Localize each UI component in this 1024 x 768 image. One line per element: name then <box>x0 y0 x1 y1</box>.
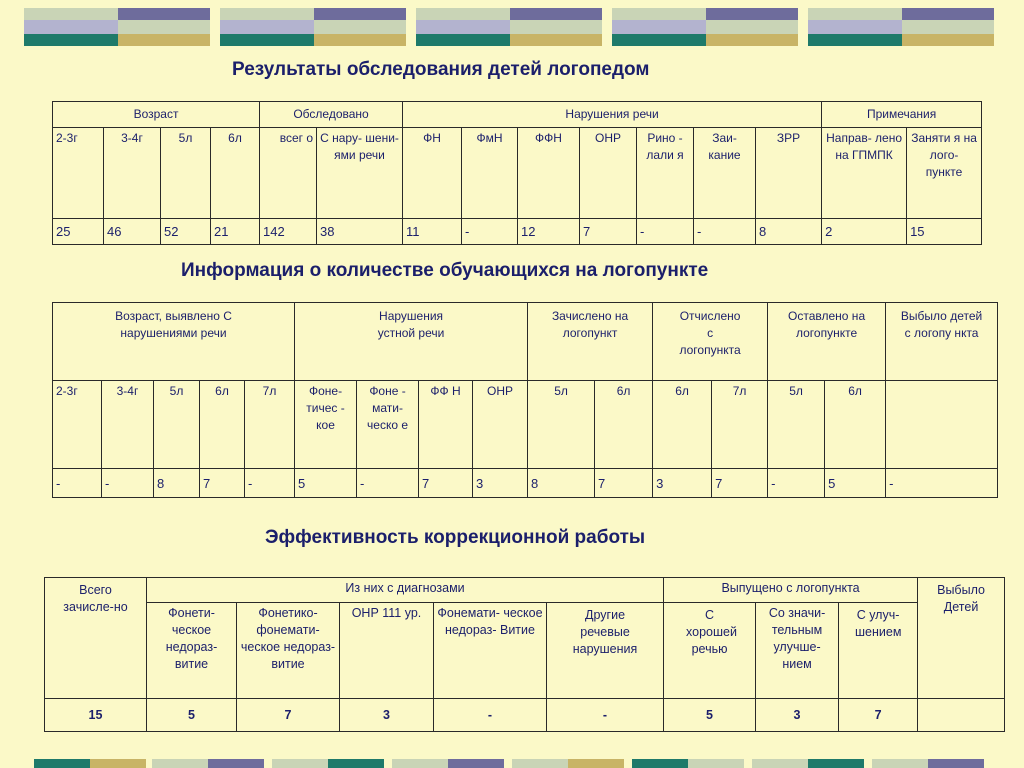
table-cell: - <box>357 469 419 498</box>
column-header: ФмН <box>462 128 518 219</box>
table-cell: 7 <box>237 699 340 732</box>
column-header: Другие речевые нарушения <box>547 603 664 699</box>
table-cell: 3 <box>756 699 839 732</box>
group-header: Всего зачисле-но <box>45 578 147 699</box>
decorative-segment <box>688 759 744 768</box>
column-header: 5л <box>154 381 200 469</box>
column-header: 2-3г <box>53 381 102 469</box>
decorative-segment <box>90 759 146 768</box>
column-header: Направ- лено на ГПМПК <box>822 128 907 219</box>
group-header: Примечания <box>822 102 982 128</box>
column-header: 6л <box>825 381 886 469</box>
column-header: Со значи- тельным улучше- нием <box>756 603 839 699</box>
table-cell: 8 <box>154 469 200 498</box>
table-row <box>53 469 998 498</box>
column-header: 7л <box>712 381 768 469</box>
column-header: Фоне- тичес - кое <box>295 381 357 469</box>
table-row <box>53 219 982 245</box>
table-cell <box>918 699 1005 732</box>
decorative-block <box>416 8 602 46</box>
table-cell: - <box>768 469 825 498</box>
table-cell: 2 <box>822 219 907 245</box>
decorative-segment <box>872 759 928 768</box>
decorative-segment <box>568 759 624 768</box>
table-cell: 8 <box>756 219 822 245</box>
group-header: Возраст <box>53 102 260 128</box>
group-header: Зачислено на логопункт <box>528 303 653 381</box>
table-cell: - <box>462 219 518 245</box>
table-cell: - <box>886 469 998 498</box>
column-header: 6л <box>595 381 653 469</box>
table-cell: 7 <box>839 699 918 732</box>
decorative-segment <box>328 759 384 768</box>
column-header: Фонети- ческое недораз- витие <box>147 603 237 699</box>
column-header: всег о <box>260 128 317 219</box>
bottom-decoration <box>0 759 1024 768</box>
group-header: Возраст, выявлено С нарушениями речи <box>53 303 295 381</box>
correction-effectiveness-table <box>44 577 1005 732</box>
decorative-segment <box>392 759 448 768</box>
table-cell: 142 <box>260 219 317 245</box>
table-cell: 7 <box>712 469 768 498</box>
table-cell: - <box>102 469 154 498</box>
decorative-segment <box>34 759 90 768</box>
table-cell: 7 <box>200 469 245 498</box>
table-cell: 5 <box>147 699 237 732</box>
table-cell: 3 <box>653 469 712 498</box>
group-header: Отчислено с логопункта <box>653 303 768 381</box>
decorative-segment <box>152 759 208 768</box>
column-header: ЗРР <box>756 128 822 219</box>
table-cell: 3 <box>473 469 528 498</box>
table-cell: 7 <box>419 469 473 498</box>
table-cell: 15 <box>907 219 982 245</box>
table-cell: 5 <box>664 699 756 732</box>
table-row <box>45 699 1005 732</box>
table-cell: - <box>547 699 664 732</box>
column-header: С улуч- шением <box>839 603 918 699</box>
table-cell: 7 <box>580 219 637 245</box>
group-header: Обследовано <box>260 102 403 128</box>
column-header: Фоне - мати- ческо е <box>357 381 419 469</box>
group-header: Из них с диагнозами <box>147 578 664 603</box>
column-header: Заняти я на лого- пункте <box>907 128 982 219</box>
column-header: Фонетико- фонемати- ческое недораз- витие <box>237 603 340 699</box>
section1-title: Результаты обследования детей логопедом <box>232 59 650 80</box>
column-header: ОНР 111 ур. <box>340 603 434 699</box>
section2-title: Информация о количестве обучающихся на логопункте <box>181 260 709 281</box>
group-header: Выбыло Детей <box>918 578 1005 699</box>
decorative-segment <box>272 759 328 768</box>
table-cell: 52 <box>161 219 211 245</box>
column-header: С хорошей речью <box>664 603 756 699</box>
column-header: ФН <box>403 128 462 219</box>
decorative-block <box>24 8 210 46</box>
group-header: Выпущено с логопункта <box>664 578 918 603</box>
column-header: 2-3г <box>53 128 104 219</box>
group-header: Выбыло детей с логопу нкта <box>886 303 998 381</box>
column-header: 6л <box>211 128 260 219</box>
table-cell: 21 <box>211 219 260 245</box>
table-cell: 25 <box>53 219 104 245</box>
column-header: 5л <box>768 381 825 469</box>
table-cell: 12 <box>518 219 580 245</box>
column-header: 6л <box>653 381 712 469</box>
column-header: ФФН <box>518 128 580 219</box>
decorative-segment <box>448 759 504 768</box>
column-header: 3-4г <box>104 128 161 219</box>
column-header: 3-4г <box>102 381 154 469</box>
decorative-block <box>220 8 406 46</box>
column-header: ОНР <box>473 381 528 469</box>
section3-title: Эффективность коррекционной работы <box>265 527 646 548</box>
table-cell: 5 <box>295 469 357 498</box>
table-cell: 8 <box>528 469 595 498</box>
table-cell: 46 <box>104 219 161 245</box>
decorative-segment <box>808 759 864 768</box>
column-header: ОНР <box>580 128 637 219</box>
examination-results-table <box>52 101 982 245</box>
group-header: Оставлено на логопункте <box>768 303 886 381</box>
group-header: Нарушения речи <box>403 102 822 128</box>
column-header: Рино - лали я <box>637 128 694 219</box>
column-header <box>886 381 998 469</box>
column-header: Заи- кание <box>694 128 756 219</box>
column-header: 7л <box>245 381 295 469</box>
decorative-segment <box>752 759 808 768</box>
students-info-table <box>52 302 998 498</box>
decorative-segment <box>512 759 568 768</box>
table-cell: 11 <box>403 219 462 245</box>
column-header: 5л <box>528 381 595 469</box>
table-cell: - <box>245 469 295 498</box>
decorative-block <box>808 8 994 46</box>
column-header: С нару- шени- ями речи <box>317 128 403 219</box>
table-cell: 38 <box>317 219 403 245</box>
column-header: 5л <box>161 128 211 219</box>
group-header: Нарушения устной речи <box>295 303 528 381</box>
table-cell: 7 <box>595 469 653 498</box>
column-header: Фонемати- ческое недораз- Витие <box>434 603 547 699</box>
table-cell: - <box>694 219 756 245</box>
decorative-segment <box>632 759 688 768</box>
table-cell: 15 <box>45 699 147 732</box>
decorative-segment <box>208 759 264 768</box>
table-cell: - <box>434 699 547 732</box>
table-cell: 5 <box>825 469 886 498</box>
table-cell: - <box>53 469 102 498</box>
column-header: ФФ Н <box>419 381 473 469</box>
decorative-block <box>612 8 798 46</box>
column-header: 6л <box>200 381 245 469</box>
decorative-segment <box>928 759 984 768</box>
table-cell: 3 <box>340 699 434 732</box>
table-cell: - <box>637 219 694 245</box>
